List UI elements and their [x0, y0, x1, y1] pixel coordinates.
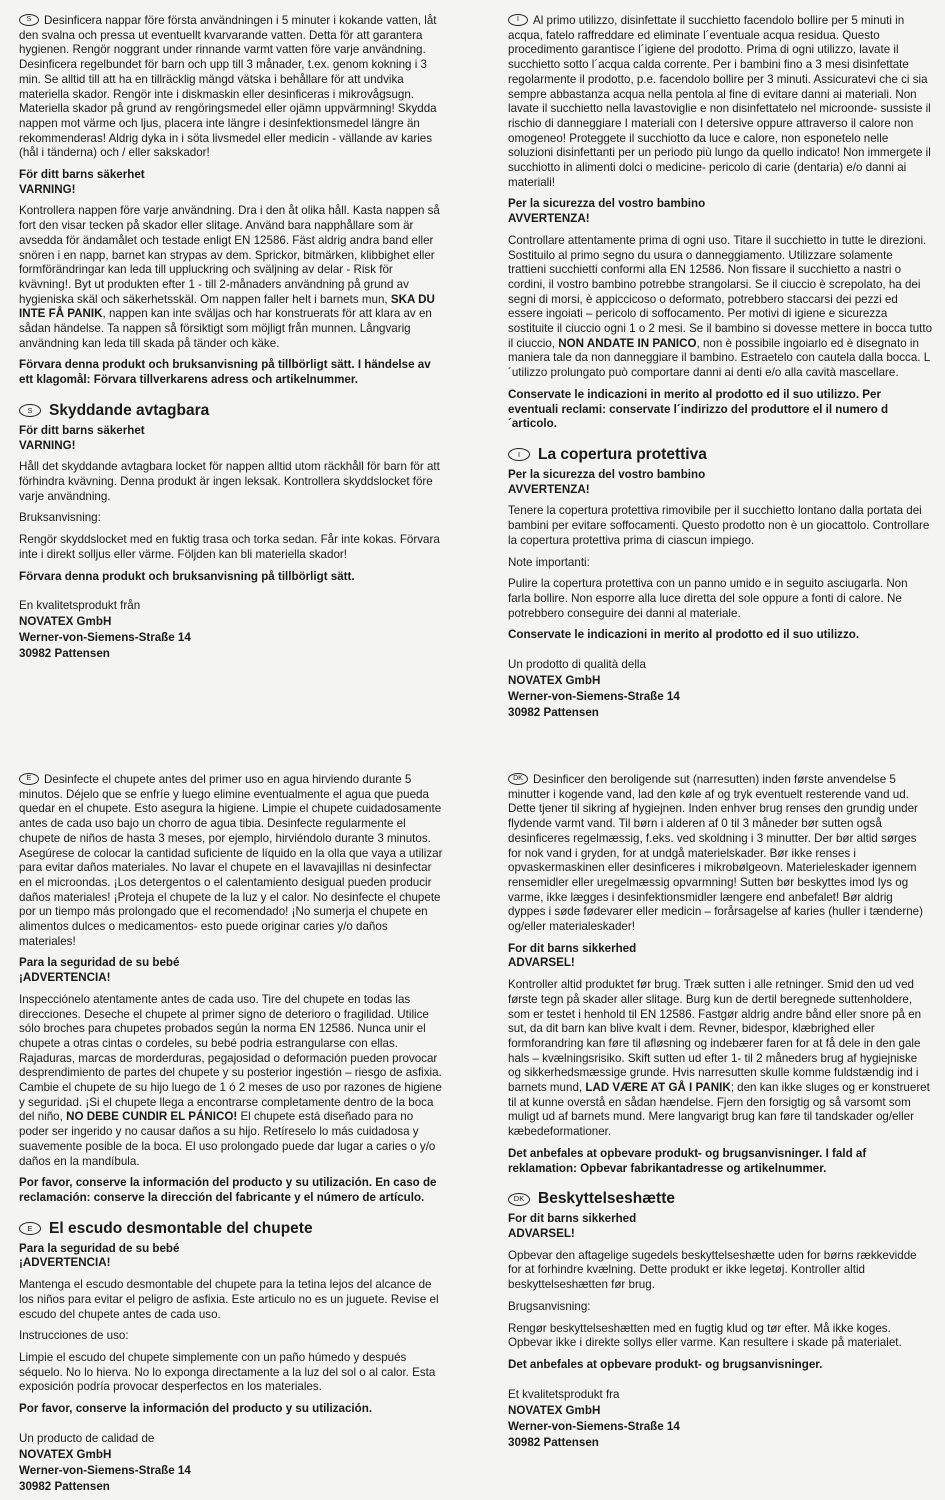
maker-street: Werner-von-Siemens-Straße 14	[508, 690, 680, 704]
safety-heading: For dit barns sikkerhed	[508, 941, 637, 955]
maker-name: NOVATEX GmbH	[19, 615, 112, 629]
shield-keep-notice: Por favor, conserve la información del producto y su utilización.	[19, 1402, 373, 1416]
language-badge: E	[19, 773, 39, 785]
manufacturer-block	[508, 657, 933, 721]
keep-notice: Det anbefales at opbevare produkt- og brugsanvisninger. I fald af reklamation: Opbevar fabrikantadresse og artikelnummer.	[508, 1146, 867, 1175]
intro-paragraph: DK Desinficer den beroligende sut (narresutten) inden første anvendelse 5 minutter i kogende vand, lad den køle af og tryk eventuelt resterende vand ud. Dette tjener til sikring af hygiejnen. Inden enhver brug renses den grundig under flydende varmt vand. Til børn i alderen af 0 til 3 måneder bør sutten også desinficeres regelmæssig, f.eks. ved skoldning i 3 minutter. Der bør altid sørges for nok vand i gryden, for at undgå materielskader. Bør ikke renses i opvaskermaskinen eller desinficeres i mikrobølgeovn. Materieleskader igennem rensemidler eller uregelmæssig opvarmning! Sutten bør beskyttes imod lys og varme, ikke lægges i desinfektionsmidler længere end anbefalet! Bør aldrig dyppes i søde fødevarer eller medicin – forårsagelse af karies (huller i tænderne) og/eller materialeskader!	[508, 773, 923, 934]
shield-warning-label: VARNING!	[19, 438, 76, 452]
language-badge: I	[508, 14, 528, 26]
section-italian	[508, 14, 933, 721]
shield-warning-text: Mantenga el escudo desmontable del chupete para la tetina lejos del alcance de los niños para evitar el peligro de asfixia. Este articulo no es un juguete. Revise el escudo del chupete antes de cada uso.	[19, 1278, 439, 1321]
section-spanish	[19, 773, 444, 1495]
warning-label: ¡ADVERTENCIA!	[19, 971, 111, 985]
warning-emphasis: LAD VÆRE AT GÅ I PANIK	[585, 1081, 731, 1095]
shield-keep-notice: Conservate le indicazioni in merito al prodotto ed il suo utilizzo.	[508, 628, 860, 642]
language-badge: DK	[508, 1193, 530, 1206]
intro-paragraph: S Desinficera nappar före första användningen i 5 minuter i kokande vatten, låt den svalna och pressa ut eventuellt kvarvarande vatten. Detta för att garantera hygienen. Rengör noggrant under rinnande varmt vatten före varje användning. Desinficera regelbundet för barn och upp till 3 månader, t.ex. genom kokning i 3 min. Se alltid till att ha en tillräcklig mängd vätska i behållare för att undvika materiella skador. Rengör inte i diskmaskin eller desinficeras i mikrovågsugn. Materiella skador på grund av rengöringsmedel eller ojämn uppvärmning! Skydda nappen mot värme och ljus, placera inte längre i desinfektionsmedel längre än rekommenderas! Aldrig dyka in i söta livsmedel eller medicin - vällande av karies (hål i tänderna) och / eller sakskador!	[19, 14, 437, 160]
keep-notice: Por favor, conserve la información del producto y su utilización. En caso de reclamación: conserve la dirección del fabricante y el número de artículo.	[19, 1176, 437, 1204]
maker-name: NOVATEX GmbH	[19, 1447, 112, 1461]
shield-heading	[19, 402, 444, 420]
maker-city: 30982 Pattensen	[508, 706, 599, 720]
maker-street: Werner-von-Siemens-Straße 14	[19, 1463, 191, 1477]
shield-safety-heading: Para la seguridad de su bebé	[19, 1241, 180, 1255]
safety-heading: Per la sicurezza del vostro bambino	[508, 197, 706, 211]
instructions-label: Brugsanvisning:	[508, 1299, 591, 1313]
shield-warning-text: Opbevar den aftagelige sugedels beskyttelseshætte uden for børns rækkevidde for at forhindre kvælning. Dette produkt er ikke legetøj. Kontroller altid beskyttelseshætten før brug.	[508, 1248, 917, 1292]
shield-title: La copertura protettiva	[538, 445, 707, 463]
instructions-label: Bruksanvisning:	[19, 511, 101, 525]
manufacturer-block	[508, 1387, 933, 1451]
maker-city: 30982 Pattensen	[19, 1479, 110, 1493]
warning-label: VARNING!	[19, 182, 76, 196]
instructions-text: Rengør beskyttelseshætten med en fugtig klud og tør efter. Må ikke koges. Opbevar ikke i direkte sollys eller varme. Kan resultere i skade på materialet.	[508, 1321, 902, 1350]
language-badge: E	[19, 1222, 41, 1235]
warning-label: ADVARSEL!	[508, 956, 575, 970]
warning-label: AVVERTENZA!	[508, 212, 590, 226]
manufacturer-block	[19, 598, 444, 662]
manufacturer-block	[19, 1431, 444, 1495]
safety-heading: För ditt barns säkerhet	[19, 168, 145, 182]
maker-intro: Un prodotto di qualità della	[508, 658, 646, 672]
keep-notice: Förvara denna produkt och bruksanvisning på tillbörligt sätt. I händelse av ett klagomål: Förvara tillverkarens adress och artikelnummer.	[19, 358, 431, 387]
language-badge: DK	[508, 773, 528, 785]
instructions-text: Pulire la copertura protettiva con un panno umido e in seguito asciugarla. Non farla bollire. Non esporre alla luce diretta del sole oppure a fonti di calore. Ne potrebbero conseguire dei danni al materiale.	[508, 577, 908, 620]
maker-street: Werner-von-Siemens-Straße 14	[19, 631, 191, 645]
shield-warning-text: Håll det skyddande avtagbara locket för nappen alltid utom räckhåll för barn för att förhindra kvävning. Denna produkt är ingen leksak. Kontrollera skyddslocket före varje användning.	[19, 460, 440, 503]
keep-notice: Conservate le indicazioni in merito al prodotto ed il suo utilizzo. Per eventuali reclami: conservate l´indirizzo del produttore el il numero d´articolo.	[508, 387, 889, 431]
maker-intro: Et kvalitetsprodukt fra	[508, 1387, 620, 1401]
shield-title: El escudo desmontable del chupete	[49, 1219, 313, 1237]
shield-title: Skyddande avtagbara	[49, 401, 210, 419]
shield-warning-label: ADVARSEL!	[508, 1226, 575, 1240]
safety-heading: Para la seguridad de su bebé	[19, 956, 180, 970]
language-badge: I	[508, 448, 530, 461]
maker-city: 30982 Pattensen	[508, 1435, 599, 1449]
maker-intro: En kvalitetsprodukt från	[19, 599, 141, 613]
shield-safety-heading: For dit barns sikkerhed	[508, 1212, 637, 1226]
shield-warning-label: ¡ADVERTENCIA!	[19, 1256, 111, 1270]
shield-heading	[19, 1220, 444, 1238]
section-danish	[508, 773, 933, 1451]
shield-keep-notice: Förvara denna produkt och bruksanvisning på tillbörligt sätt.	[19, 569, 355, 583]
shield-heading	[508, 1190, 933, 1208]
warning-emphasis: SKA DU INTE FÅ PANIK	[19, 292, 435, 321]
shield-keep-notice: Det anbefales at opbevare produkt- og brugsanvisninger.	[508, 1357, 823, 1371]
intro-paragraph: I Al primo utilizzo, disinfettate il succhietto facendolo bollire per 5 minuti in acqua, fatelo raffreddare ed eliminate l´eventuale acqua residua. Questo procedimento garantisce l´igiene del prodotto. Prima di ogni utilizzo, lavate il succhietto sotto l´acqua calda corrente. Per i bambini fino a 3 mesi disinfettate regolarmente il prodotto, p.e. facendolo bollire per 3 minuti. Assicuratevi che ci sia sempre abbastanza acqua nella pentola al fine di evitare danni ai materiali. Non lavate il succhietto nella lavastoviglie e non disinfettatelo nel microonde- sussiste il rischio di danneggiare I materiali con I detersive oppure attraverso il calore non omogeneo! Proteggete il succhiotto da luce e calore, non esponetelo nelle soluzioni disinfettanti per un periodo più lungo da quello indicato! Non immergete il succhiotto in alimenti dolci o medicine- pericolo di carie (dentaria) e/o danni ai materiali!	[508, 14, 931, 189]
instructions-label: Instrucciones de uso:	[19, 1329, 129, 1343]
warning-text: Kontrollera nappen före varje användning. Dra i den åt olika håll. Kasta nappen så fort den visar tecken på skador eller slitage. Använd bara napphållare som är avsedda för ändamålet och testade enligt EN 12586. Fäst aldrig andra band eller snören i en napp, barnet kan strypas av dem. Sprickor, bitmärken, klibbighet eller formförändringar kan leda till uppluckring och sväljning av delar - Risk för kvävning!. Byt ut produkten efter 1 - till 2-månaders användning på grund av hygieniska skäl och säkerhetsskäl. Om nappen faller helt i barnets mun, SKA DU INTE FÅ PANIK, nappen kan inte sväljas och har konstruerats för att klara av en sådan händelse. Ta nappen så försiktigt som möjligt från munnen. Långvarig användning kan leda till skada på tänder och käke.	[19, 204, 440, 350]
shield-heading	[508, 446, 933, 464]
maker-street: Werner-von-Siemens-Straße 14	[508, 1419, 680, 1433]
maker-city: 30982 Pattensen	[19, 647, 110, 661]
shield-warning-label: AVVERTENZA!	[508, 482, 590, 496]
warning-text: Kontroller altid produktet før brug. Træk sutten i alle retninger. Smid den ud ved første tegn på skader aller slitage. Burg kun de dertil beregnede suttenholdere, som er testet i henhold til EN 12586. Fastgør aldrig andre bånd eller snore på en sut, da dit barn kan blive kvalt i dem. Revner, bidespor, klæbrighed eller formforandring kan føre til afløsning og indebærer faren for at få dele in den gale hals – kvælningsrisiko. Skift sutten ud efter 1- til 2 måneders brug af hygiejniske og sikkerhedsmæssige grunde. Hvis narresutten skulle komme fuldstændig ind i barnets mund, LAD VÆRE AT GÅ I PANIK; den kan ikke sluges og er konstrueret til at kunne overstå en sådan hændelse. Fjern den forsigtig og så varsomt som muligt ud af barnets mund. Mere langvarigt brug kan føre til tandskader og/eller kæbedeformationer.	[508, 978, 930, 1139]
warning-emphasis: NO DEBE CUNDIR EL PÁNICO!	[66, 1110, 238, 1124]
maker-name: NOVATEX GmbH	[508, 674, 601, 688]
maker-intro: Un producto de calidad de	[19, 1431, 155, 1445]
section-swedish	[19, 14, 444, 662]
warning-text: Inspecciónelo atentamente antes de cada uso. Tire del chupete en todas las direcciones. Deseche el chupete al primer signo de deterioro o fragilidad. Utilice sólo broches para chupetes probados según la norma EN 12586. Nunca unir el chupete a otras cintas o cordeles, su bebé podria estrangularse con ellas. Rajaduras, marcas de morderduras, pegajosidad o deformación pueden provocar desprendimiento de partes del chupete y su posterior ingestión – riesgo de asfixia. Cambie el chupete de su hijo luego de 1 ó 2 meses de uso por razones de higiene y seguridad. ¡Si el chupete llega a encontrarse completamente dentro de la boca del niño, NO DEBE CUNDIR EL PÁNICO! El chupete está diseñado para no poder ser ingerido y no causar daños a su hijo. Retíreselo lo más cuidadosa y suavemente posible de la boca. El uso prolongado puede dar lugar a caries o y/o daños en la mandíbula.	[19, 992, 442, 1168]
language-badge: S	[19, 404, 41, 417]
maker-name: NOVATEX GmbH	[508, 1403, 601, 1417]
warning-text: Controllare attentamente prima di ogni uso. Titare il succhietto in tutte le direzioni. Sostituilo al primo segno du usura o danneggiamento. Utilizzare solamente trattieni succhietti conformi alla EN 12586. Non fissare il succhietto a nastri o cordini, il vostro bambino potrebbe strangolarsi. Se il ciuccio è screpolato, ha dei segni di morsi, è appiccicoso o deformato, potrebbero staccarsi dei pezzi ed essere ingoiati – pericolo di soffocamento. Per motivi di igiene e sicurezza sostituite il ciuccio ogni 1 o 2 mesi. Se il bambino si dovesse mettere in bocca tutto il ciuccio, NON ANDATE IN PANICO, non è possibile ingoiarlo ed è disegnato in maniera tale da non danneggiare il bambino. Estraetelo con cautela dalla bocca. L´utilizzo prolungato può comportare danni ai denti e/o alla cavità mascellare.	[508, 233, 933, 380]
shield-safety-heading: Per la sicurezza del vostro bambino	[508, 467, 706, 481]
shield-warning-text: Tenere la copertura protettiva rimovibile per il succhietto lontano dalla portata dei bambini per evitare soffocamenti. Questo prodotto non è un giocattolo. Controllare la copertura protettiva prima di ciascun impiego.	[508, 504, 930, 547]
shield-safety-heading: För ditt barns säkerhet	[19, 423, 145, 437]
language-badge: S	[19, 14, 39, 26]
warning-emphasis: NON ANDATE IN PANICO	[558, 336, 697, 350]
instructions-label: Note importanti:	[508, 555, 590, 569]
instructions-text: Rengör skyddslocket med en fuktig trasa och torka sedan. Får inte kokas. Förvara inte i direkt solljus eller värme. Följden kan bli materiella skador!	[19, 533, 440, 561]
intro-paragraph: E Desinfecte el chupete antes del primer uso en agua hirviendo durante 5 minutos. Déjelo que se enfríe y luego elimine eventualmente el agua que pueda quedar en el chupete. Esto asegura la higiene. Limpie el chupete cuidadosamente antes de cada uso bajo un chorro de agua tibia. Desinfecte regularmente el chupete de niños de hasta 3 meses, por ejemplo, hirviéndolo durante 3 minutos. Asegúrese de colocar la cantidad suficiente de líquido en la olla que vaya a utilizar para evitar daños materiales. No lavar el chupete en el lavavajillas ni desinfectar en el microondas. ¡Los detergentos o el calentamiento desigual pueden producir daños materiales! ¡Proteja el chupete de la luz y el calor. No desinfecte el chupete por un tiempo más prolongado que el recomendado! ¡No sumerja el chupete en alimentos dulces o medicamentos- esto puede originar caries y/o daños materiales!	[19, 773, 443, 948]
shield-title: Beskyttelseshætte	[538, 1190, 675, 1208]
instructions-text: Limpie el escudo del chupete simplemente con un paño húmedo y después séquelo. No lo hierva. No lo exponga directamente a la luz del sol o al calor. Esta exposición podría provocar desperfectos en los materiales.	[19, 1350, 436, 1394]
